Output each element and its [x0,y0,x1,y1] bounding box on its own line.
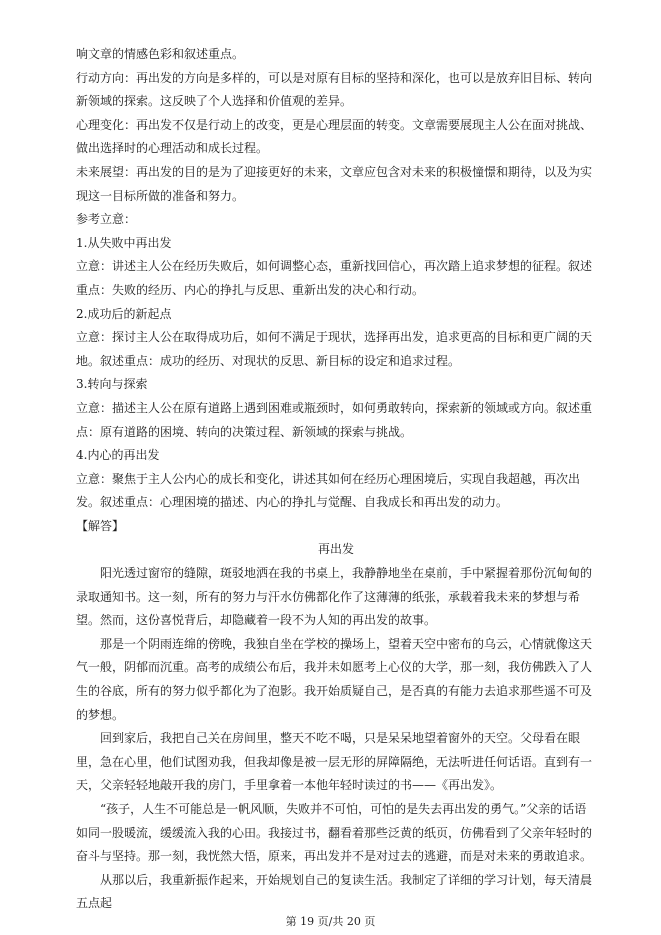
paragraph: 响文章的情感色彩和叙述重点。 [76,47,245,61]
reference-heading: 参考立意： [76,212,137,227]
list-heading: 1.从失败中再出发 [76,235,172,250]
paragraph: 心理变化：再出发不仅是行动上的改变，更是心理层面的转变。文章需要展现主人公在面对挑战、做出选择时的心理活动和成长过程。 [76,117,593,156]
paragraph: 立意：聚焦于主人公内心的成长和变化，讲述其如何在经历心理困境后，实现自我超越，再次出发。叙述重点：心理困境的描述、内心的挣扎与觉醒、自我成长和再出发的动力。 [76,471,581,510]
analysis-section [76,43,596,538]
paragraph: 未来展望：再出发的目的是为了迎接更好的未来，文章应包含对未来的积极憧憬和期待，以及为实现这一目标所做的准备和努力。 [76,164,593,203]
paragraph: 行动方向：再出发的方向是多样的，可以是对原有目标的坚持和深化，也可以是放弃旧目标、转向新领域的探索。这反映了个人选择和价值观的差异。 [76,70,593,109]
paragraph: 立意：讲述主人公在经历失败后，如何调整心态，重新找回信心，再次踏上追求梦想的征程。叙述重点：失败的经历、内心的挣扎与反思、重新出发的决心和行动。 [76,259,593,297]
page-number: 第 19 页/共 20 页 [285,915,376,928]
essay-paragraph: “孩子，人生不可能总是一帆风顺，失败并不可怕，可怕的是失去再出发的勇气。”父亲的话语如同一股暖流，缓缓流入我的心田。我接过书，翻看着那些泛黄的纸页，仿佛看到了父亲年轻时的奋斗与坚持。那一刻，我恍然大悟，原来，再出发并不是对过去的逃避，而是对未来的勇敢追求。 [76,802,593,864]
essay-paragraph: 从那以后，我重新振作起来，开始规划自己的复读生活。我制定了详细的学习计划，每天清晨五点起 [76,872,593,911]
answer-heading: 【解答】 [76,518,125,533]
paragraph: 立意：探讨主人公在取得成功后，如何不满足于现状，选择再出发，追求更高的目标和更广阔的天地。叙述重点：成功的经历、对现状的反思、新目标的设定和追求过程。 [76,330,593,368]
paragraph: 立意：描述主人公在原有道路上遇到困难或瓶颈时，如何勇敢转向，探索新的领域或方向。叙述重点：原有道路的困境、转向的决策过程、新领域的探索与挑战。 [76,400,593,439]
essay-paragraph: 那是一个阴雨连绵的傍晚，我独自坐在学校的操场上，望着天空中密布的乌云，心情就像这天气一般，阴郁而沉重。高考的成绩公布后，我并未如愿考上心仪的大学，那一刻，我仿佛跌入了人生的谷底，所有的努力似乎都化为了泡影。我开始质疑自己，是否真的有能力去追求那些遥不可及的梦想。 [76,636,593,722]
document-body [76,43,596,916]
essay-paragraph: 回到家后，我把自己关在房间里，整天不吃不喝，只是呆呆地望着窗外的天空。父母看在眼里，急在心里，他们试图劝我，但我却像是被一层无形的屏障隔绝，无法听进任何话语。直到有一天，父亲轻轻地敲开我的房门，手里拿着一本他年轻时读过的书——《再出发》。 [76,731,593,793]
essay-section [76,538,596,916]
list-heading: 4.内心的再出发 [76,448,160,463]
list-heading: 2.成功后的新起点 [76,306,172,321]
essay-paragraph: 阳光透过窗帘的缝隙，斑驳地洒在我的书桌上，我静静地坐在桌前，手中紧握着那份沉甸甸的录取通知书。这一刻，所有的努力与汗水仿佛都化作了这薄薄的纸张，承载着我未来的梦想与希望。然而，这份喜悦背后，却隐藏着一段不为人知的再出发的故事。 [76,566,593,628]
essay-title: 再出发 [317,542,354,557]
list-heading: 3.转向与探索 [76,377,148,392]
